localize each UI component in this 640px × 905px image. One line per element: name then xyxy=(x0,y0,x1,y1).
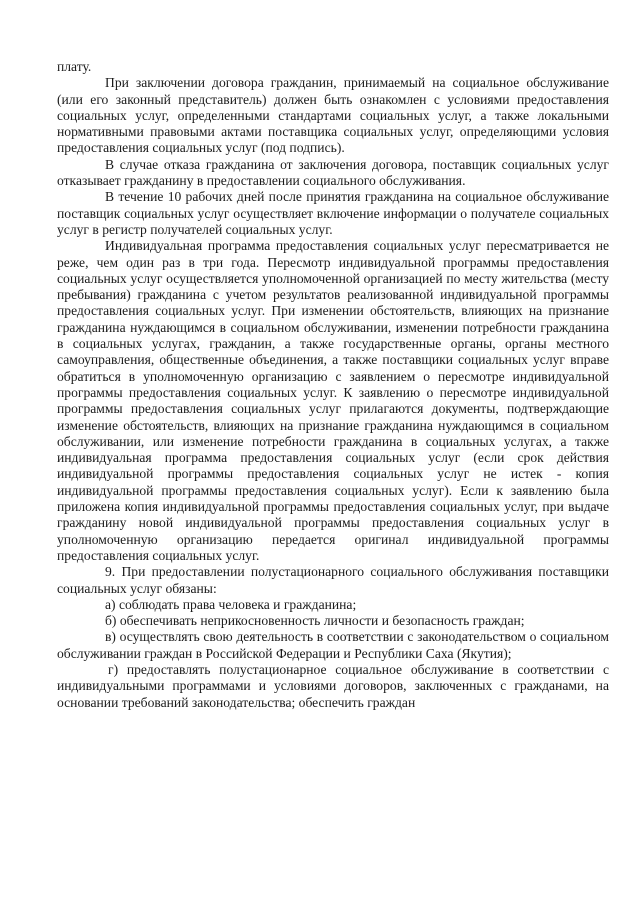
paragraph-item-9: 9. При предоставлении полустационарного социального обслуживания поставщики социальных услуг обязаны: xyxy=(57,564,609,596)
paragraph-contract-familiarization: При заключении договора гражданин, принимаемый на социальное обслуживание (или его законный представитель) должен быть ознакомлен с условиями предоставления социальных услуг, определенными стандартами социальных услуг, а также локальными нормативными правовыми актами поставщика социальных услуг, определяющими условия предоставления социальных услуг (под подпись). xyxy=(57,75,609,156)
list-item-v: в) осуществлять свою деятельность в соответствии с законодательством о социальном обслуживании граждан в Российской Федерации и Республики Саха (Якутия); xyxy=(57,629,609,661)
paragraph-program-review: Индивидуальная программа предоставления социальных услуг пересматривается не реже, чем один раз в три года. Пересмотр индивидуальной программы предоставления социальных услуг осуществляется уполномоченной организацией по месту жительства (месту пребывания) гражданина с учетом результатов реализованной индивидуальной программы предоставления социальных услуг. При изменении обстоятельств, влияющих на признание гражданина нуждающимся в социальном обслуживании, изменении потребности гражданина в социальных услугах, гражданин, а также государственные органы, органы местного самоуправления, общественные объединения, а также поставщики социальных услуг вправе обратиться в уполномоченную организацию с заявлением о пересмотре индивидуальной программы предоставления социальных услуг. К заявлению о пересмотре индивидуальной программы предоставления социальных услуг прилагаются документы, подтверждающие изменение обстоятельств, влияющих на признание гражданина нуждающимся в социальном обслуживании, или изменение потребности гражданина в социальных услугах, а также индивидуальная программа предоставления социальных услуг (если срок действия индивидуальной программы предоставления социальных услуг не истек - копия индивидуальной программы предоставления социальных услуг). Если к заявлению была приложена копия индивидуальной программы предоставления социальных услуг, при выдаче гражданину новой индивидуальной программы предоставления социальных услуг в уполномоченную организацию передается оригинал индивидуальной программы предоставления социальных услуг. xyxy=(57,238,609,563)
list-item-g: г) предоставлять полустационарное социальное обслуживание в соответствии с индивидуальными программами и условиями договоров, заключенных с гражданами, на основании требований законодательства; обеспечить граждан xyxy=(57,661,609,710)
paragraph-registry-inclusion: В течение 10 рабочих дней после принятия гражданина на социальное обслуживание поставщик социальных услуг осуществляет включение информации о получателе социальных услуг в регистр получателей социальных услуг. xyxy=(57,189,609,237)
paragraph-contract-refusal: В случае отказа гражданина от заключения договора, поставщик социальных услуг отказывает гражданину в предоставлении социального обслуживания. xyxy=(57,156,609,189)
paragraph-continuation: плату. xyxy=(57,59,92,74)
list-item-a: а) соблюдать права человека и гражданина; xyxy=(105,596,357,612)
list-item-b: б) обеспечивать неприкосновенность личности и безопасность граждан; xyxy=(105,613,525,629)
document-body xyxy=(57,59,609,711)
